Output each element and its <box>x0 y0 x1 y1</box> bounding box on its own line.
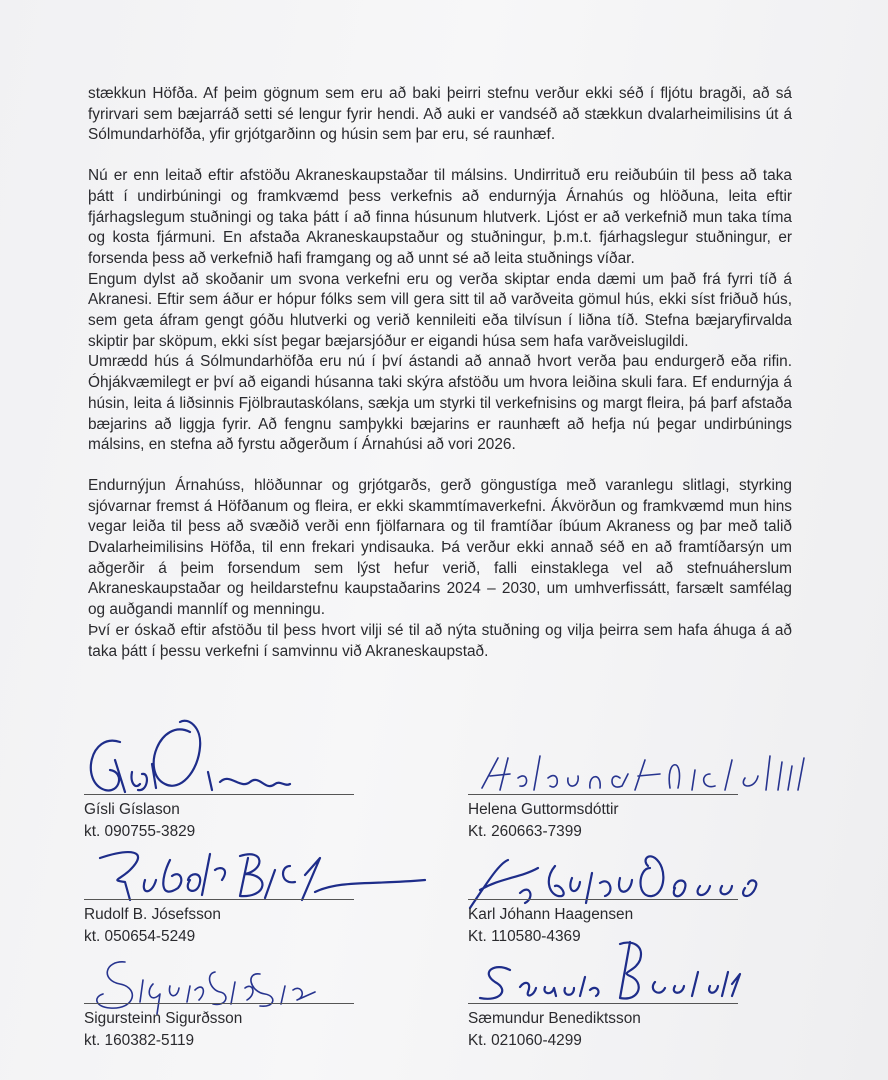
paragraph: Nú er enn leitað eftir afstöðu Akraneskaupstaðar til málsins. Undirrituð eru reiðubúin til þess að taka þátt í undirbúningi og framkvæmd þess verkefnis að endurnýja Árnahús og hlöðuna, leita eftir fjárhagslegum stuðningi og taka þátt í að finna húsunum hlutverk. Ljóst er að verkefnið mun taka tíma og kosta fjármuni. En afstaða Akraneskaupstaður og stuðningur, þ.m.t. fjárhagslegur stuðningur, er forsenda þess að verkefnið hafi framgang og að unnt sé að leita stuðnings víðar. <box>88 167 792 267</box>
signatory-name: Karl Jóhann Haagensen <box>468 906 634 923</box>
signature-block <box>468 1003 738 1052</box>
signatory-id: Kt. 260663-7399 <box>468 823 582 840</box>
paragraph: Því er óskað eftir afstöðu til þess hvort vilji sé til að nýta stuðning og vilja þeirra sem hafa áhuga á að taka þátt í þessu verkefni í samvinnu við Akraneskaupstað. <box>88 621 792 660</box>
signatory-id: kt. 050654-5249 <box>84 928 196 945</box>
signatory-name: Sigursteinn Sigurðsson <box>84 1010 243 1027</box>
signature-gisli <box>80 712 310 802</box>
signature-block <box>468 899 738 948</box>
signature-block <box>84 794 354 843</box>
paragraph: stækkun Höfða. Af þeim gögnum sem eru að baki þeirri stefnu verður ekki séð í fljótu bragði, að sá fyrirvari sem bæjarráð setti sé lengur fyrir hendi. Að auki er vandséð að stækkun dvalarheimilisins út á Sólmundarhöfða, yfir grjótgarðinn og húsin sem þar eru, sé raunhæf. <box>88 85 792 144</box>
paragraph: Engum dylst að skoðanir um svona verkefni eru og verða skiptar enda dæmi um það frá fyrri tíð á Akranesi. Eftir sem áður er hópur fólks sem vill gera sitt til að varðveita gömul hús, ekki síst friðuð hús, sem geta áfram gengt góðu hlutverki og verið kennileiti eða tilvísun í liðna tíð. Stefna bæjaryfirvalda skiptir þar sköpum, ekki síst þegar bæjarsjóður er eigandi húsa sem hafa varðveislugildi. <box>88 270 792 350</box>
signatory-name: Sæmundur Benediktsson <box>468 1010 641 1027</box>
signatory-name: Gísli Gíslason <box>84 801 180 818</box>
signatory-id: Kt. 110580-4369 <box>468 928 581 945</box>
signatory-name: Rudolf B. Jósefsson <box>84 906 221 923</box>
signatory-name: Helena Guttormsdóttir <box>468 801 619 818</box>
paragraph: Umrædd hús á Sólmundarhöfða eru nú í því ástandi að annað hvort verða þau endurgerð eða rifin. Óhjákvæmilegt er því að eigandi húsanna taki skýra afstöðu um hvora leiðina skuli fara. Ef endurnýja á húsin, leita á liðsinnis Fjölbrautaskólans, sækja um styrki til verkefnisins og margt fleira, þá þarf afstaða bæjarins að liggja fyrir. Að fengnu samþykki bæjarins er raunhæft að hefja nú þegar undirbúnings málsins, en stefna að fyrstu aðgerðum í Árnahúsi að vori 2026. <box>88 353 792 454</box>
signature-block <box>84 899 354 948</box>
signatory-id: Kt. 021060-4299 <box>468 1032 582 1049</box>
signatory-id: kt. 090755-3829 <box>84 823 196 840</box>
signature-helena <box>470 748 830 798</box>
signature-block <box>84 1003 354 1052</box>
letter-body <box>88 84 792 662</box>
signature-block <box>468 794 738 843</box>
paragraph: Endurnýjun Árnahúss, hlöðunnar og grjótgarðs, gerð göngustíga með varanlegu slitlagi, styrking sjóvarnar fremst á Höfðanum og fleira, er ekki skammtímaverkefni. Ákvörðun og framkvæmd mun hins vegar leiða til þess að svæðið verði enn fjölfarnara og til framtíðar íbúum Akraness og þar með talið Dvalarheimilisins Höfða, til enn frekari yndisauka. Þá verður ekki annað séð en að framtíðarsýn um aðgerðir á þeim forsendum sem lýst hefur verið, falli einstaklega vel að stefnuáherslum Akraneskaupstaðar og heildarstefnu kaupstaðarins 2024 – 2030, um umhverfissátt, farsælt samfélag og auðgandi mannlíf og menningu. <box>88 476 792 619</box>
signatory-id: kt. 160382-5119 <box>84 1032 195 1049</box>
